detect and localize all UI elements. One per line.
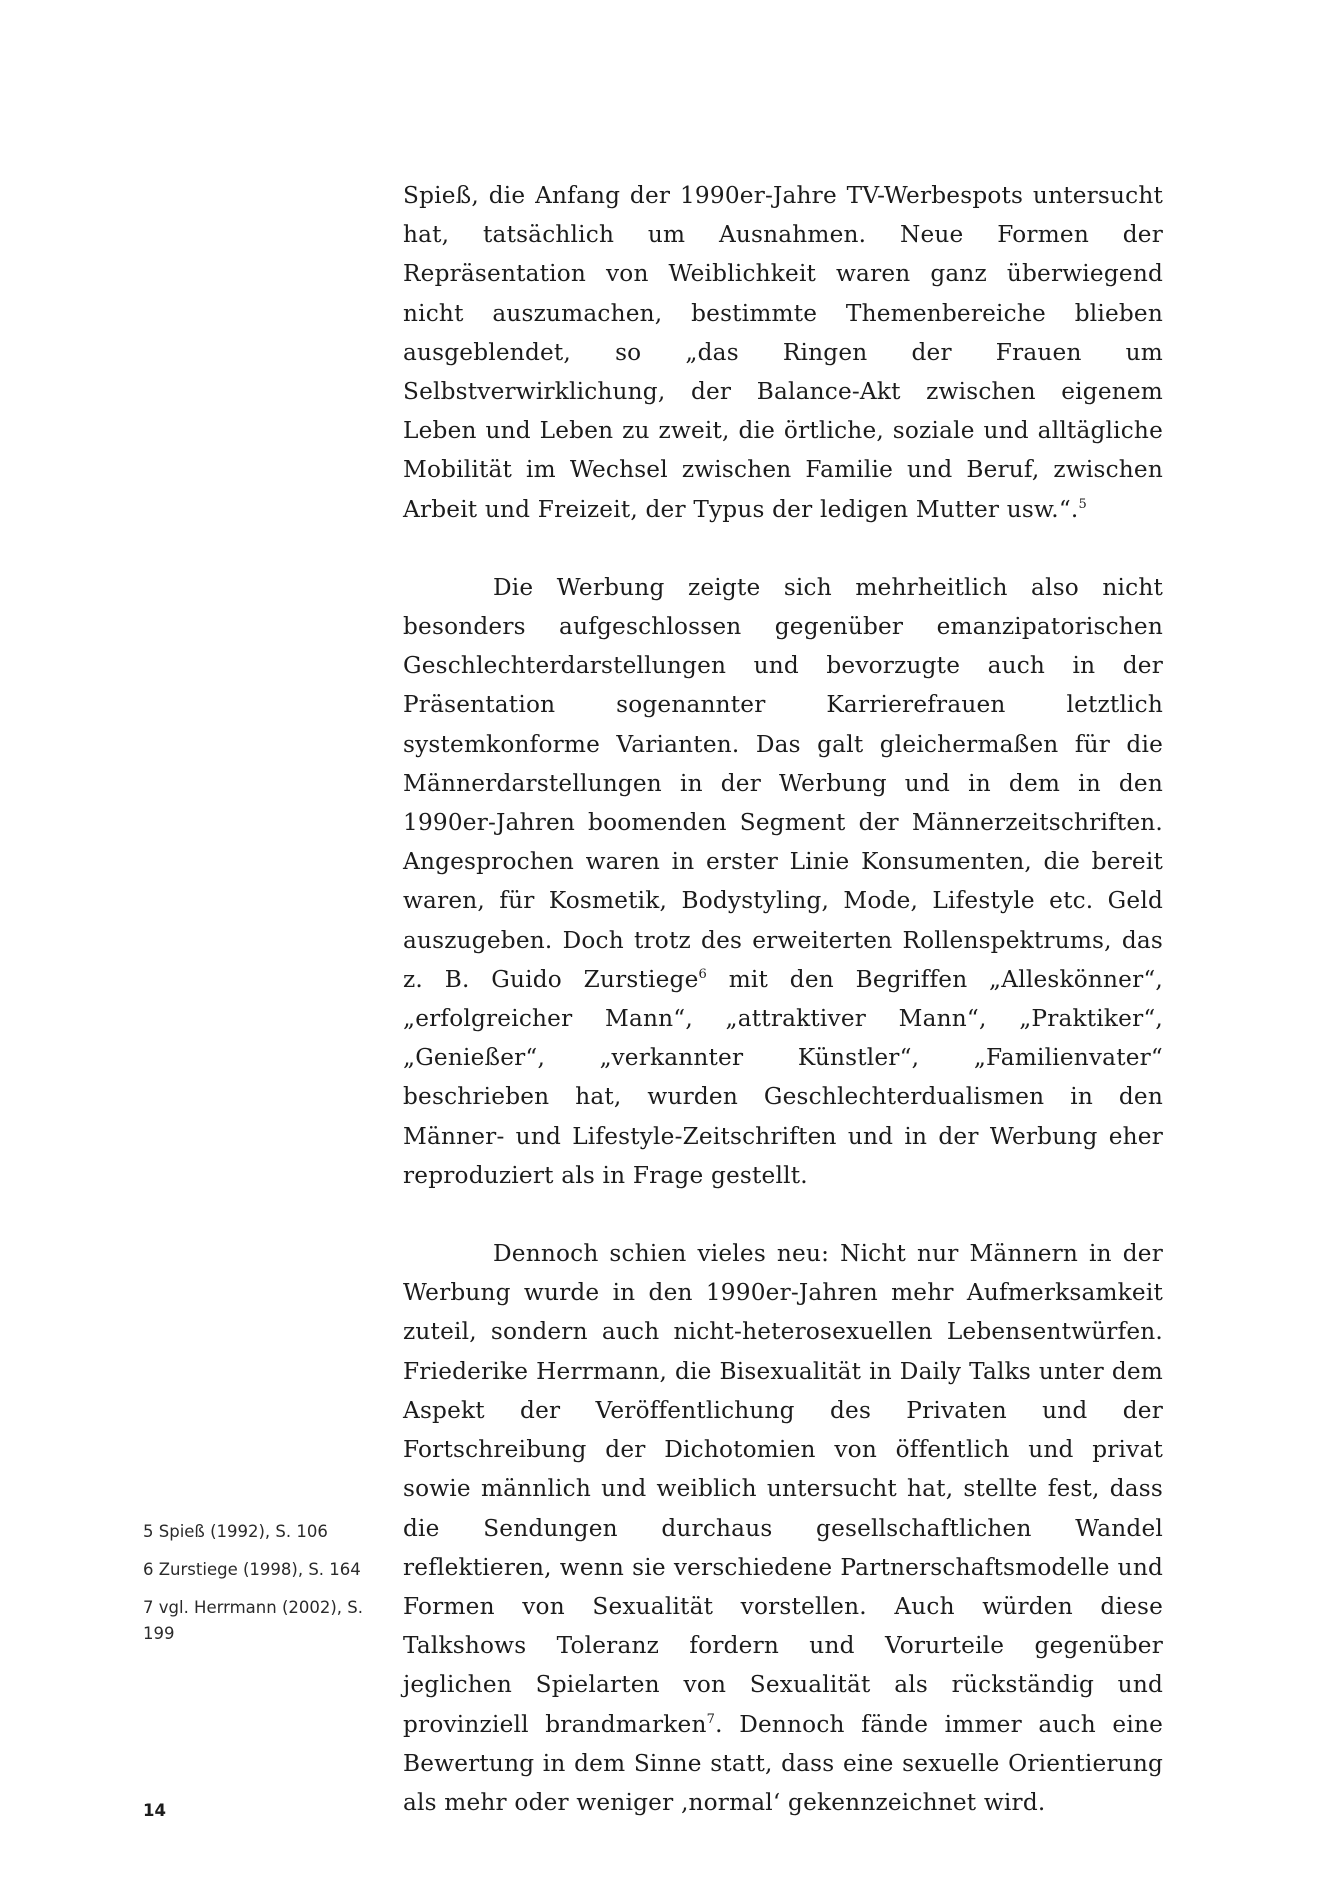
- footnote-6: 6 Zurstiege (1998), S. 164: [143, 1560, 361, 1579]
- footnotes: [143, 1519, 383, 1659]
- paragraph-1-text: Spieß, die Anfang der 1990er-Jahre TV-Werbespots untersucht hat, tatsächlich um Ausnahmen. Neue Formen der Repräsentation von Weiblichkeit waren ganz überwiegend nicht auszumachen, bestimmte Themenbereiche blieben ausgeblendet, so „das Ringen der Frauen um Selbstverwirklichung, der Balance-Akt zwischen eigenem Leben und Leben zu zweit, die örtliche, soziale und alltägliche Mobilität im Wechsel zwischen Familie und Beruf, zwischen Arbeit und Freizeit, der Typus der ledigen Mutter usw.“.: [403, 182, 1163, 523]
- footnote-5: 5 Spieß (1992), S. 106: [143, 1522, 328, 1541]
- paragraph-2-text-a: Die Werbung zeigte sich mehrheitlich also nicht besonders aufgeschlossen gegenüber emanzipatorischen Geschlechterdarstellungen und bevorzugte auch in der Präsentation sogenannter Karrierefrauen letztlich systemkonforme Varianten. Das galt gleichermaßen für die Männerdarstellungen in der Werbung und in dem in den 1990er-Jahren boomenden Segment der Männerzeitschriften. Angesprochen waren in erster Linie Konsumenten, die bereit waren, für Kosmetik, Bodystyling, Mode, Lifestyle etc. Geld auszugeben. Doch trotz des erweiterten Rollenspektrums, das z. B. Guido Zurstiege: [403, 573, 1163, 993]
- footnote-7: 7 vgl. Herrmann (2002), S. 199: [143, 1598, 364, 1643]
- body-text: [403, 176, 1163, 1822]
- page-number: 14: [143, 1801, 166, 1820]
- paragraph-1: [403, 176, 1163, 529]
- footnote-ref-5[interactable]: 5: [1078, 496, 1087, 512]
- paragraph-3-text-b: . Dennoch fände immer auch eine Bewertung in dem Sinne statt, dass eine sexuelle Orientierung als mehr oder weniger ‚normal‘ gekennzeichnet wird.: [403, 1710, 1164, 1816]
- paragraph-3: [403, 1234, 1163, 1822]
- paragraph-2-text-b: mit den Begriffen „Alleskönner“, „erfolgreicher Mann“, „attraktiver Mann“, „Praktiker“, „Genießer“, „verkannter Künstler“, „Familienvater“ beschrieben hat, wurden Geschlechterdualismen in den Männer- und Lifestyle-Zeitschriften und in der Werbung eher reproduziert als in Frage gestellt.: [403, 965, 1163, 1189]
- paragraph-3-text-a: Dennoch schien vieles neu: Nicht nur Männern in der Werbung wurde in den 1990er-Jahren mehr Aufmerksamkeit zuteil, sondern auch nicht-heterosexuellen Lebensentwürfen. Friederike Herrmann, die Bisexualität in Daily Talks unter dem Aspekt der Veröffentlichung des Privaten und der Fortschreibung der Dichotomien von öffentlich und privat sowie männlich und weiblich untersucht hat, stellte fest, dass die Sendungen durchaus gesellschaftlichen Wandel reflektieren, wenn sie verschiedene Partnerschaftsmodelle und Formen von Sexualität vorstellen. Auch würden diese Talkshows Toleranz fordern und Vorurteile gegenüber jeglichen Spielarten von Sexualität als rückständig und provinziell brandmarken: [403, 1240, 1163, 1738]
- paragraph-2: [403, 568, 1163, 1195]
- footnote-ref-7[interactable]: 7: [706, 1711, 716, 1727]
- footnote-ref-6[interactable]: 6: [698, 966, 707, 982]
